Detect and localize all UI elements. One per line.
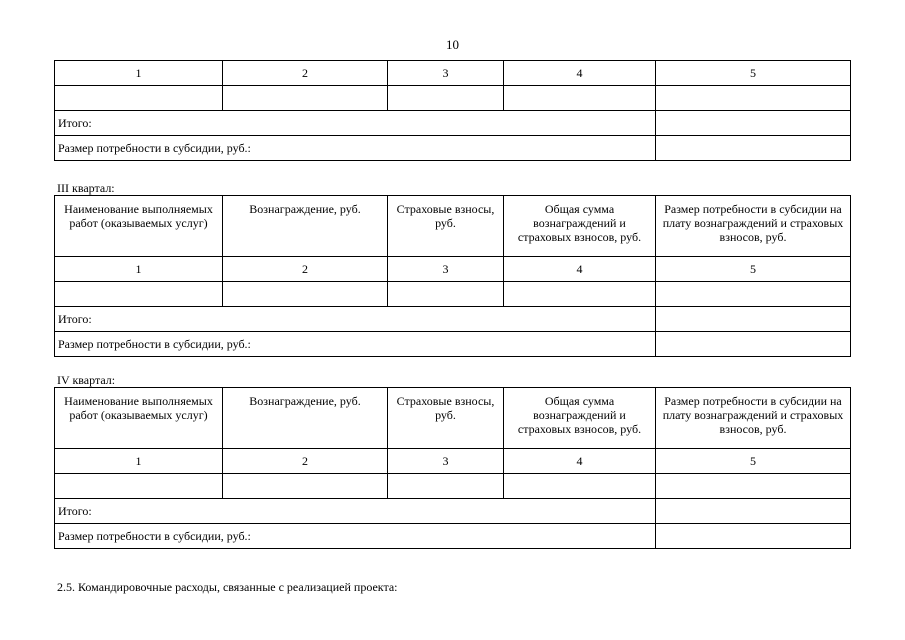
quarter-4-table bbox=[54, 387, 851, 549]
col-num-4: 4 bbox=[504, 61, 656, 86]
empty-cell-3[interactable] bbox=[388, 86, 504, 111]
col-num-4: 4 bbox=[504, 449, 656, 474]
col-num-2: 2 bbox=[223, 257, 388, 282]
total-row bbox=[55, 307, 851, 332]
total-row bbox=[55, 499, 851, 524]
col-num-3: 3 bbox=[388, 257, 504, 282]
empty-cell-1[interactable] bbox=[55, 86, 223, 111]
total-value-cell[interactable] bbox=[656, 307, 851, 332]
header-total-sum: Общая сумма вознаграждений и страховых взносов, руб. bbox=[504, 388, 656, 449]
total-label: Итого: bbox=[55, 307, 656, 332]
total-value-cell[interactable] bbox=[656, 499, 851, 524]
page-number: 10 bbox=[446, 37, 459, 52]
col-num-4: 4 bbox=[504, 257, 656, 282]
col-num-1: 1 bbox=[55, 257, 223, 282]
subsidy-row bbox=[55, 524, 851, 549]
header-reward: Вознаграждение, руб. bbox=[223, 388, 388, 449]
continued-table bbox=[54, 60, 851, 161]
empty-cell-5[interactable] bbox=[656, 86, 851, 111]
empty-data-row bbox=[55, 282, 851, 307]
subsidy-label: Размер потребности в субсидии, руб.: bbox=[55, 524, 656, 549]
col-num-1: 1 bbox=[55, 61, 223, 86]
col-num-5: 5 bbox=[656, 257, 851, 282]
empty-data-row bbox=[55, 474, 851, 499]
total-label: Итого: bbox=[55, 111, 656, 136]
empty-cell-3[interactable] bbox=[388, 282, 504, 307]
col-num-5: 5 bbox=[656, 61, 851, 86]
header-work-name: Наименование выполняемых работ (оказываемых услуг) bbox=[55, 388, 223, 449]
col-num-5: 5 bbox=[656, 449, 851, 474]
subsidy-value-cell[interactable] bbox=[656, 136, 851, 161]
quarter-3-label: III квартал: bbox=[57, 181, 115, 195]
subsidy-label: Размер потребности в субсидии, руб.: bbox=[55, 332, 656, 357]
col-num-2: 2 bbox=[223, 61, 388, 86]
empty-cell-4[interactable] bbox=[504, 474, 656, 499]
col-num-2: 2 bbox=[223, 449, 388, 474]
empty-data-row bbox=[55, 86, 851, 111]
header-row bbox=[55, 388, 851, 449]
column-number-row bbox=[55, 61, 851, 86]
header-insurance: Страховые взносы, руб. bbox=[388, 196, 504, 257]
quarter-3-table bbox=[54, 195, 851, 357]
section-heading: 2.5. Командировочные расходы, связанные с реализацией проекта: bbox=[57, 580, 398, 594]
empty-cell-2[interactable] bbox=[223, 86, 388, 111]
column-number-row bbox=[55, 257, 851, 282]
subsidy-label: Размер потребности в субсидии, руб.: bbox=[55, 136, 656, 161]
empty-cell-1[interactable] bbox=[55, 282, 223, 307]
col-num-3: 3 bbox=[388, 61, 504, 86]
empty-cell-4[interactable] bbox=[504, 282, 656, 307]
header-reward: Вознаграждение, руб. bbox=[223, 196, 388, 257]
total-value-cell[interactable] bbox=[656, 111, 851, 136]
col-num-1: 1 bbox=[55, 449, 223, 474]
empty-cell-2[interactable] bbox=[223, 474, 388, 499]
empty-cell-5[interactable] bbox=[656, 474, 851, 499]
total-row bbox=[55, 111, 851, 136]
subsidy-row bbox=[55, 136, 851, 161]
quarter-4-label: IV квартал: bbox=[57, 373, 116, 387]
col-num-3: 3 bbox=[388, 449, 504, 474]
subsidy-value-cell[interactable] bbox=[656, 332, 851, 357]
column-number-row bbox=[55, 449, 851, 474]
header-subsidy-need: Размер потребности в субсидии на плату вознаграждений и страховых взносов, руб. bbox=[656, 388, 851, 449]
empty-cell-3[interactable] bbox=[388, 474, 504, 499]
empty-cell-1[interactable] bbox=[55, 474, 223, 499]
header-total-sum: Общая сумма вознаграждений и страховых взносов, руб. bbox=[504, 196, 656, 257]
subsidy-value-cell[interactable] bbox=[656, 524, 851, 549]
total-label: Итого: bbox=[55, 499, 656, 524]
header-subsidy-need: Размер потребности в субсидии на плату вознаграждений и страховых взносов, руб. bbox=[656, 196, 851, 257]
header-insurance: Страховые взносы, руб. bbox=[388, 388, 504, 449]
subsidy-row bbox=[55, 332, 851, 357]
header-work-name: Наименование выполняемых работ (оказываемых услуг) bbox=[55, 196, 223, 257]
empty-cell-2[interactable] bbox=[223, 282, 388, 307]
empty-cell-4[interactable] bbox=[504, 86, 656, 111]
empty-cell-5[interactable] bbox=[656, 282, 851, 307]
header-row bbox=[55, 196, 851, 257]
